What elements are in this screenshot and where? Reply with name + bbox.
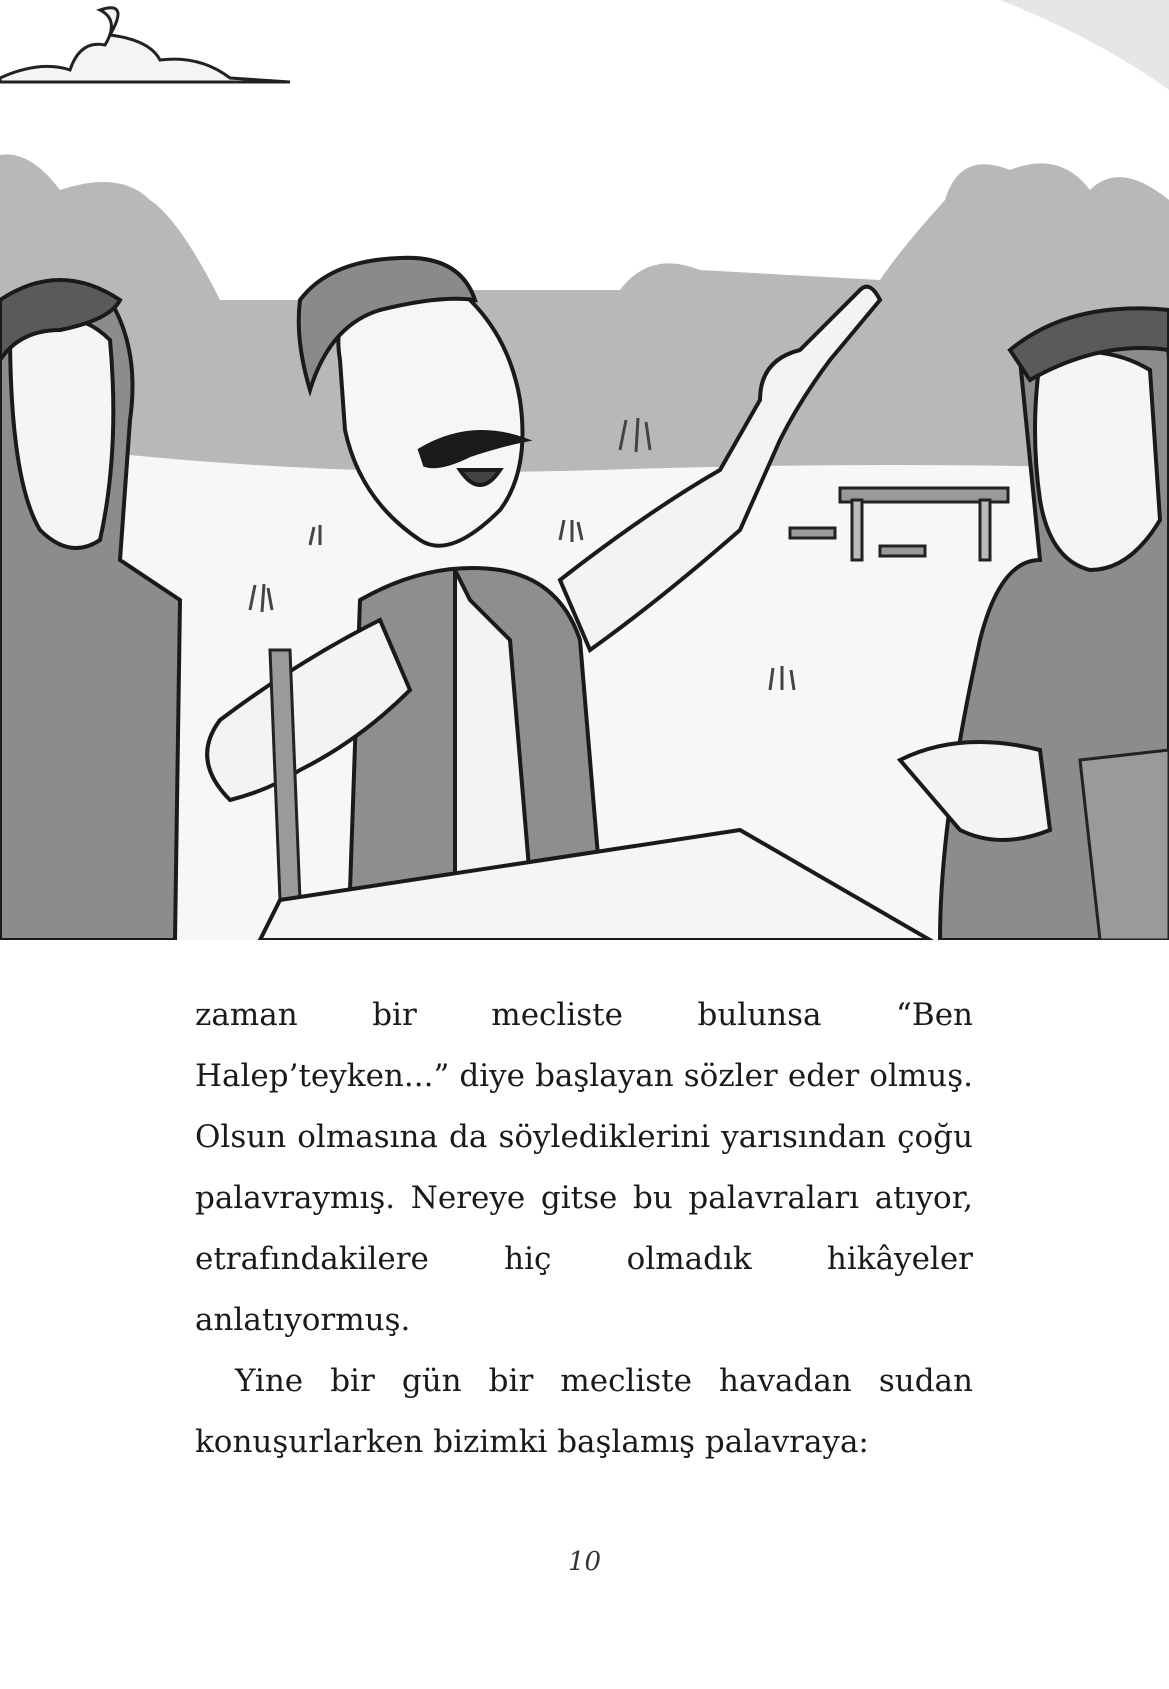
cloud-top-right: [1000, 0, 1169, 90]
paragraph-2: Yine bir gün bir mecliste havadan sudan konuşurlarken bizimki başlamış palavraya:: [195, 1363, 973, 1460]
bushes-background: [0, 154, 1169, 500]
page-number: 10: [567, 1547, 602, 1577]
cloud-top-left: [0, 8, 290, 82]
story-text: [195, 985, 973, 1473]
paragraph-1: zaman bir mecliste bulunsa “Ben Halep’teyken...” diye başlayan sözler eder olmuş. Olsun olmasına da söylediklerini yarısından çoğu palavraymış. Nereye gitse bu palavraları atıyor, etrafındakilere hiç olmadık hikâyeler anlatıyormuş.: [195, 997, 973, 1338]
